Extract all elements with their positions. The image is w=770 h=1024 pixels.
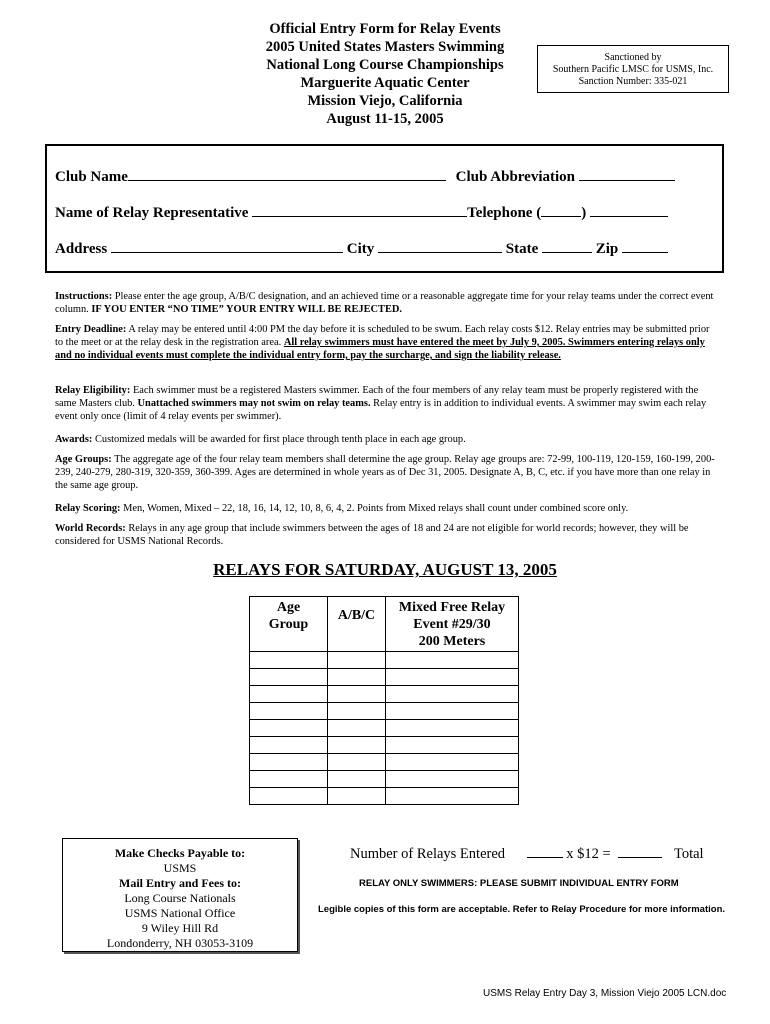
relay-only-note: RELAY ONLY SWIMMERS: PLEASE SUBMIT INDIVIDUAL ENTRY FORM bbox=[359, 878, 679, 889]
event-time-cell[interactable] bbox=[386, 686, 519, 703]
event-time-cell[interactable] bbox=[386, 703, 519, 720]
age-group-header bbox=[250, 597, 328, 652]
event-time-cell[interactable] bbox=[386, 669, 519, 686]
title-line: August 11-15, 2005 bbox=[326, 111, 444, 127]
sanction-number: Sanction Number: 335-021 bbox=[578, 76, 688, 87]
city-label: City bbox=[346, 241, 375, 257]
age-group-cell[interactable] bbox=[250, 754, 328, 771]
eligibility-warning: Unattached swimmers may not swim on relay teams. bbox=[137, 398, 371, 409]
records-label: World Records: bbox=[55, 523, 126, 534]
table-row bbox=[250, 703, 519, 720]
sanction-line: Sanctioned by bbox=[604, 52, 662, 63]
table-row bbox=[250, 720, 519, 737]
age-group-cell[interactable] bbox=[250, 788, 328, 805]
title-line: Marguerite Aquatic Center bbox=[300, 75, 470, 91]
telephone-field[interactable] bbox=[590, 202, 668, 217]
age-group-cell[interactable] bbox=[250, 703, 328, 720]
instructions-label: Instructions: bbox=[55, 291, 113, 302]
eligibility-text-2: Relay entry is in addition to individual events. A swimmer may swim each relay event only once (limit of 4 relay events per swimmer). bbox=[55, 398, 707, 422]
age-group-cell[interactable] bbox=[250, 737, 328, 754]
event-time-cell[interactable] bbox=[386, 720, 519, 737]
scoring-label: Relay Scoring: bbox=[55, 503, 121, 514]
total-label: Total bbox=[673, 846, 704, 862]
awards-label: Awards: bbox=[55, 434, 93, 445]
abc-cell[interactable] bbox=[328, 737, 386, 754]
abc-cell[interactable] bbox=[328, 771, 386, 788]
table-row bbox=[250, 686, 519, 703]
instructions-text: Please enter the age group, A/B/C designation, and an achieved time or a reasonable aggregate time for your relay teams under the correct event column. bbox=[55, 291, 714, 315]
event-time-cell[interactable] bbox=[386, 788, 519, 805]
age-groups-label: Age Groups: bbox=[55, 454, 112, 465]
day-heading: RELAYS FOR SATURDAY, AUGUST 13, 2005 bbox=[213, 560, 557, 579]
address-field[interactable] bbox=[111, 238, 343, 253]
event-number-line: Event #29/30 bbox=[413, 617, 491, 632]
representative-label: Name of Relay Representative bbox=[55, 205, 249, 221]
age-group-cell[interactable] bbox=[250, 669, 328, 686]
age-group-cell[interactable] bbox=[250, 771, 328, 788]
title-line: National Long Course Championships bbox=[266, 57, 504, 73]
records-text: Relays in any age group that include swimmers between the ages of 18 and 24 are not eligible for world records; however, they will be considered for USMS National Records. bbox=[55, 523, 689, 547]
form-title bbox=[240, 20, 530, 128]
zip-field[interactable] bbox=[622, 238, 668, 253]
telephone-close: ) bbox=[581, 205, 587, 221]
relay-entry-table bbox=[249, 596, 519, 805]
checks-label: Make Checks Payable to: bbox=[114, 846, 246, 860]
footer-filename: USMS Relay Entry Day 3, Mission Viejo 2005 LCN.doc bbox=[483, 988, 727, 999]
abc-cell[interactable] bbox=[328, 720, 386, 737]
eligibility-label: Relay Eligibility: bbox=[55, 385, 131, 396]
age-groups-text: The aggregate age of the four relay team members shall determine the age group. Relay age groups are: 72-99, 100-119, 120-159, 160-199, 200-239, 240-279, 280-319, 320-359, 360-399. Ages are determined in whole years as of Dec 31, 2005. Designate A, B, C, etc. if you have more than one relay in the same age group. bbox=[55, 454, 715, 491]
abc-cell[interactable] bbox=[328, 788, 386, 805]
mail-line: USMS National Office bbox=[124, 906, 236, 920]
mail-line: 9 Wiley Hill Rd bbox=[141, 921, 219, 935]
abc-cell[interactable] bbox=[328, 754, 386, 771]
abc-cell[interactable] bbox=[328, 703, 386, 720]
address-row bbox=[55, 238, 668, 258]
city-field[interactable] bbox=[378, 238, 502, 253]
event-time-cell[interactable] bbox=[386, 754, 519, 771]
records-paragraph bbox=[55, 522, 720, 548]
club-name-row bbox=[55, 166, 675, 186]
relays-entered-label: Number of Relays Entered bbox=[350, 846, 506, 862]
awards-text: Customized medals will be awarded for first place through tenth place in each age group. bbox=[94, 434, 466, 445]
sanction-box bbox=[537, 45, 729, 93]
scoring-text: Men, Women, Mixed – 22, 18, 16, 14, 12, 10, 8, 6, 4, 2. Points from Mixed relays shall count under combined score only. bbox=[123, 503, 629, 514]
table-row bbox=[250, 771, 519, 788]
telephone-label: Telephone ( bbox=[467, 205, 542, 221]
abc-cell[interactable] bbox=[328, 669, 386, 686]
relay-rows bbox=[250, 652, 519, 805]
event-time-cell[interactable] bbox=[386, 652, 519, 669]
table-row bbox=[250, 788, 519, 805]
mail-line: Long Course Nationals bbox=[124, 891, 236, 905]
table-header-row bbox=[250, 597, 519, 652]
table-row bbox=[250, 737, 519, 754]
age-group-cell[interactable] bbox=[250, 686, 328, 703]
event-header bbox=[386, 597, 519, 652]
age-group-cell[interactable] bbox=[250, 720, 328, 737]
checks-payee: USMS bbox=[163, 861, 197, 875]
abc-cell[interactable] bbox=[328, 686, 386, 703]
abc-cell[interactable] bbox=[328, 652, 386, 669]
mail-label: Mail Entry and Fees to: bbox=[119, 876, 241, 890]
table-row bbox=[250, 652, 519, 669]
price-label: x $12 = bbox=[566, 846, 611, 862]
abc-header: A/B/C bbox=[328, 597, 386, 652]
title-line: Mission Viejo, California bbox=[307, 93, 463, 109]
title-line: Official Entry Form for Relay Events bbox=[269, 21, 501, 37]
representative-row bbox=[55, 202, 668, 222]
instructions-warning: IF YOU ENTER “NO TIME” YOUR ENTRY WILL BE REJECTED. bbox=[91, 304, 403, 315]
event-distance-line: 200 Meters bbox=[418, 634, 486, 649]
relay-count-field[interactable] bbox=[527, 843, 563, 858]
state-field[interactable] bbox=[542, 238, 592, 253]
age-groups-paragraph bbox=[55, 453, 720, 492]
age-group-cell[interactable] bbox=[250, 652, 328, 669]
deadline-text: A relay may be entered until 4:00 PM the day before it is scheduled to be swum. Each relay costs $12. Relay entries may be submitted prior to the meet or at the relay desk in the registration area. bbox=[55, 324, 710, 348]
scoring-paragraph bbox=[55, 502, 720, 515]
club-abbreviation-label: Club Abbreviation bbox=[455, 169, 576, 185]
event-time-cell[interactable] bbox=[386, 737, 519, 754]
state-label: State bbox=[505, 241, 539, 257]
club-abbreviation-field[interactable] bbox=[579, 166, 675, 181]
club-info-box bbox=[45, 144, 724, 273]
sanction-line: Southern Pacific LMSC for USMS, Inc. bbox=[552, 64, 714, 75]
table-row bbox=[250, 754, 519, 771]
event-time-cell[interactable] bbox=[386, 771, 519, 788]
legible-copies-note: Legible copies of this form are acceptable. Refer to Relay Procedure for more information. bbox=[318, 904, 726, 915]
deadline-notice: All relay swimmers must have entered the meet by July 9, 2005. Swimmers entering relays only and no individual events must complete the individual entry form, pay the surcharge, and sign the liability release. bbox=[55, 337, 705, 361]
group-header-line: Group bbox=[268, 617, 309, 632]
event-name-line: Mixed Free Relay bbox=[398, 600, 506, 615]
instructions-paragraph bbox=[55, 290, 720, 316]
representative-field[interactable] bbox=[252, 202, 467, 217]
payment-box bbox=[62, 838, 298, 952]
relay-count-line bbox=[350, 843, 704, 863]
address-label: Address bbox=[55, 241, 108, 257]
deadline-label: Entry Deadline: bbox=[55, 324, 127, 335]
mail-line: Londonderry, NH 03053-3109 bbox=[106, 936, 254, 950]
awards-paragraph bbox=[55, 433, 720, 446]
total-amount-field[interactable] bbox=[618, 843, 662, 858]
zip-label: Zip bbox=[595, 241, 619, 257]
table-row bbox=[250, 669, 519, 686]
eligibility-paragraph bbox=[55, 384, 720, 423]
age-header-line: Age bbox=[276, 600, 301, 615]
club-name-label: Club Name bbox=[55, 169, 128, 185]
area-code-field[interactable] bbox=[541, 202, 581, 217]
deadline-paragraph bbox=[55, 323, 720, 362]
club-name-field[interactable] bbox=[128, 166, 446, 181]
eligibility-text: Each swimmer must be a registered Masters swimmer. Each of the four members of any relay team must be properly registered with the same Masters club. bbox=[55, 385, 699, 409]
title-line: 2005 United States Masters Swimming bbox=[265, 39, 505, 55]
